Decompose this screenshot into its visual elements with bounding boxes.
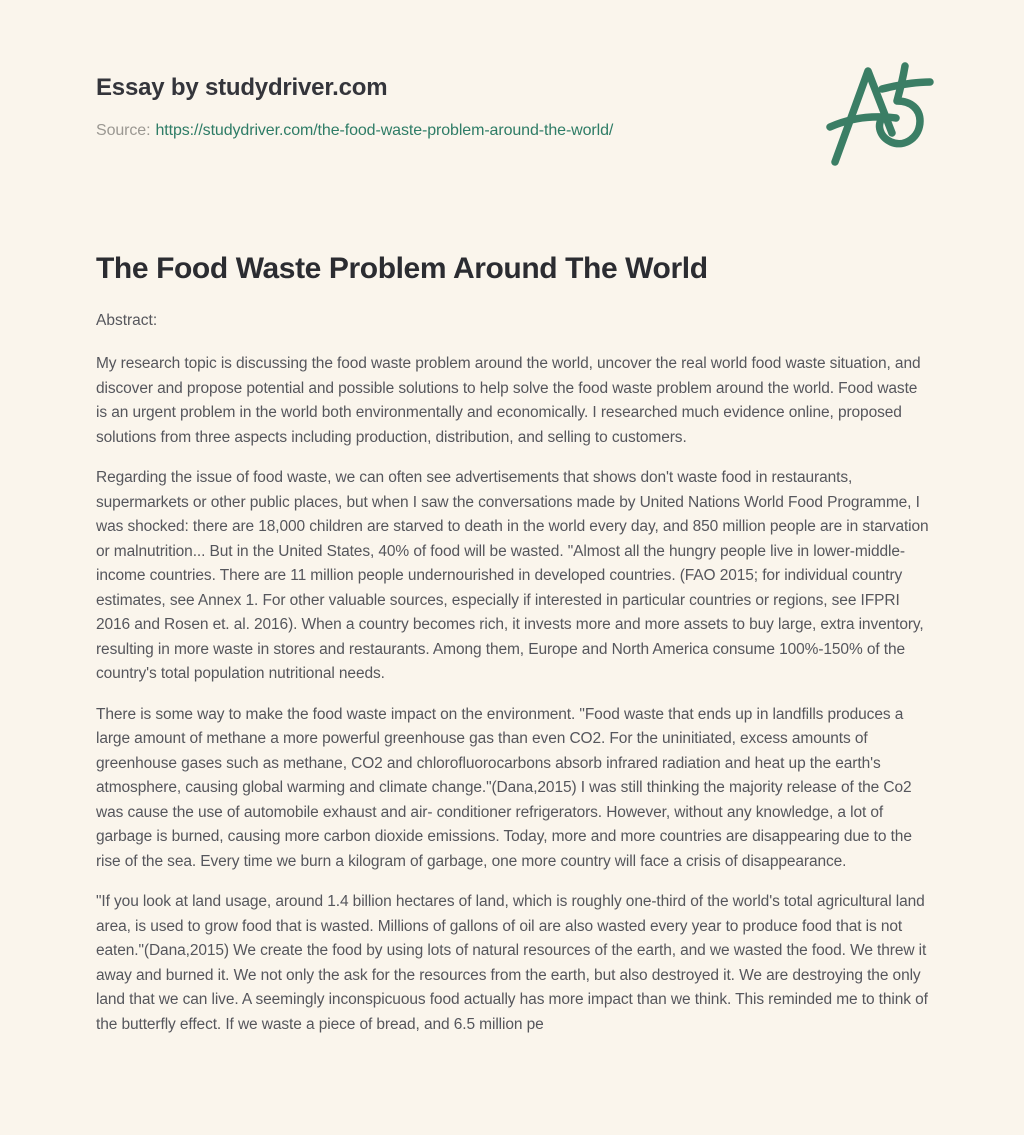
studydriver-a-plus-logo (818, 60, 948, 170)
source-label: Source: (96, 122, 151, 139)
source-url-link[interactable]: https://studydriver.com/the-food-waste-problem-around-the-world/ (155, 122, 614, 139)
header-title: Essay by studydriver.com (96, 74, 388, 101)
document-header (0, 0, 1024, 140)
essay-paragraph-3: There is some way to make the food waste impact on the environment. "Food waste that ends up in landfills produces a large amount of methane a more powerful greenhouse gas than even CO2. For the uninitiated, excess amounts of greenhouse gases such as methane, CO2 and chlorofluorocarbons absorb infrared radiation and heat up the earth's atmosphere, causing global warming and climate change."(Dana,2015) I was still thinking the majority release of the Co2 was cause the use of automobile exhaust and air- conditioner refrigerators. However, without any knowledge, a lot of garbage is burned, causing more carbon dioxide emissions. Today, more and more countries are disappearing due to the rise of the sea. Every time we burn a kilogram of garbage, one more country will face a crisis of disappearance. (96, 705, 912, 870)
essay-title: The Food Waste Problem Around The World (96, 252, 708, 285)
abstract-label: Abstract: (96, 312, 158, 329)
source-line (96, 122, 932, 140)
a-plus-logo-icon (818, 60, 948, 170)
essay-paragraph-2: Regarding the issue of food waste, we can often see advertisements that shows don't waste food in restaurants, supermarkets or other public places, but when I saw the conversations made by United Nations World Food Programme, I was shocked: there are 18,000 children are starved to death in the world every day, and 850 million people are in starvation or malnutrition... But in the United States, 40% of food will be wasted. "Almost all the hungry people live in lower-middle-income countries. There are 11 million people undernourished in developed countries. (FAO 2015; for individual country estimates, see Annex 1. For other valuable sources, especially if interested in particular countries or regions, see IFPRI 2016 and Rosen et. al. 2016). When a country becomes rich, it invests more and more assets to buy large, extra inventory, resulting in more waste in stores and restaurants. Among them, Europe and North America consume 100%-150% of the country's total population nutritional needs. (96, 469, 929, 682)
essay-paragraph-4: "If you look at land usage, around 1.4 billion hectares of land, which is roughly one-third of the world's total agricultural land area, is used to grow food that is wasted. Millions of gallons of oil are also wasted every year to produce food that is not eaten."(Dana,2015) We create the food by using lots of natural resources of the earth, and we wasted the food. We threw it away and burned it. We not only the ask for the resources from the earth, but also destroyed it. We are destroying the only land that we can live. A seemingly inconspicuous food actually has more impact than we think. This reminded me to think of the butterfly effect. If we waste a piece of bread, and 6.5 million pe (96, 893, 928, 1033)
essay-paragraph-1: My research topic is discussing the food waste problem around the world, uncover the real world food waste situation, and discover and propose potential and possible solutions to help solve the food waste problem around the world. Food waste is an urgent problem in the world both environmentally and economically. I researched much evidence online, proposed solutions from three aspects including production, distribution, and selling to customers. (96, 355, 921, 446)
essay-content (96, 252, 932, 1037)
